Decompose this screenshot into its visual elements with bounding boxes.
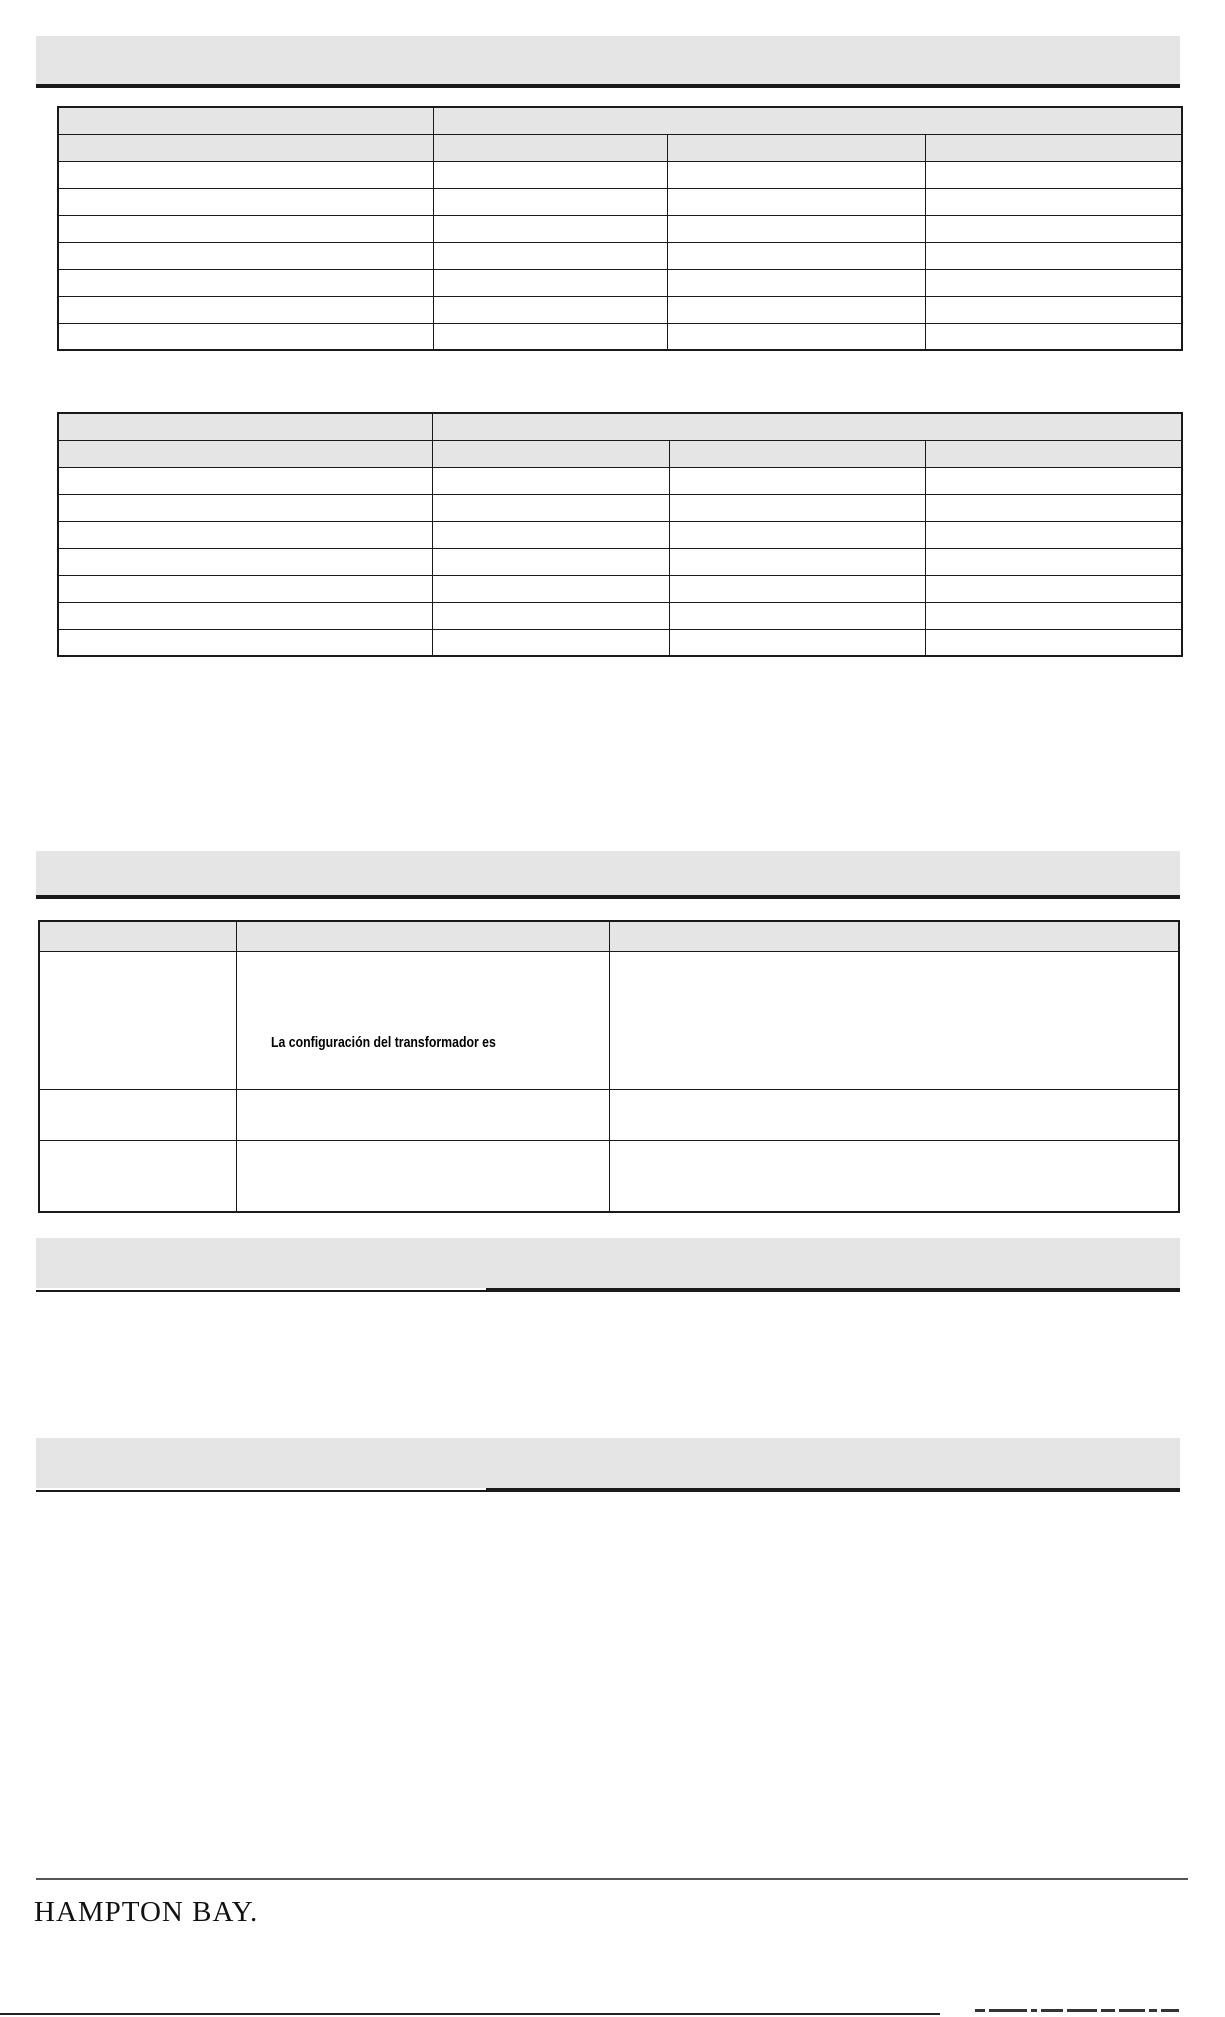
table-cell xyxy=(58,323,433,350)
table-cell xyxy=(667,215,925,242)
band-underline-right xyxy=(486,1288,1180,1292)
table-cell xyxy=(667,296,925,323)
table-cell xyxy=(669,440,925,467)
table-row xyxy=(58,107,1182,134)
table-cell xyxy=(432,413,1182,440)
table-cell xyxy=(667,269,925,296)
table-row xyxy=(58,215,1182,242)
table-cell xyxy=(236,1140,609,1212)
bottom-edge-marks xyxy=(975,2009,1225,2017)
spec-table-2 xyxy=(57,412,1183,657)
table-cell xyxy=(58,548,432,575)
table-cell xyxy=(925,575,1182,602)
table-cell xyxy=(432,548,669,575)
troubleshooting-table xyxy=(38,920,1180,1213)
table-cell xyxy=(925,548,1182,575)
table-cell xyxy=(609,1140,1179,1212)
table-cell xyxy=(433,296,667,323)
table-row xyxy=(58,629,1182,656)
table-cell xyxy=(669,629,925,656)
brand-logo: HAMPTON BAY. xyxy=(34,1896,259,1928)
cause-text: La configuración del transformador es xyxy=(270,1033,496,1051)
table-row xyxy=(58,161,1182,188)
table-cell xyxy=(433,161,667,188)
table-cell xyxy=(58,467,432,494)
table-cell xyxy=(925,161,1182,188)
table-row xyxy=(58,134,1182,161)
table-cell xyxy=(925,269,1182,296)
band-underline-right xyxy=(486,1488,1180,1492)
table-cell xyxy=(433,134,667,161)
section-header-band-2 xyxy=(36,851,1180,899)
table-row xyxy=(58,296,1182,323)
table-cell xyxy=(669,521,925,548)
table-cell xyxy=(39,1140,236,1212)
table-cell xyxy=(669,602,925,629)
table-row xyxy=(58,188,1182,215)
table-row xyxy=(58,269,1182,296)
table-cell xyxy=(667,161,925,188)
table-cell xyxy=(432,494,669,521)
table-cell xyxy=(236,921,609,951)
table-cell xyxy=(609,921,1179,951)
table-cell xyxy=(58,269,433,296)
table-row xyxy=(58,602,1182,629)
table-cell xyxy=(432,629,669,656)
table-row xyxy=(58,467,1182,494)
table-cell xyxy=(432,467,669,494)
table-row xyxy=(39,951,1179,1089)
table-cell xyxy=(58,107,433,134)
table-cell xyxy=(925,467,1182,494)
table-cell xyxy=(669,494,925,521)
table-cell xyxy=(669,575,925,602)
table-cell xyxy=(58,242,433,269)
table-cell xyxy=(925,494,1182,521)
bottom-edge-rule xyxy=(0,2013,940,2015)
table-cell xyxy=(58,161,433,188)
table-row xyxy=(58,413,1182,440)
table-cell xyxy=(925,188,1182,215)
table-cell xyxy=(432,440,669,467)
table-row xyxy=(58,575,1182,602)
table-cell xyxy=(58,629,432,656)
table-cell xyxy=(609,1089,1179,1140)
table-cell xyxy=(58,413,432,440)
footer-divider xyxy=(36,1878,1188,1880)
table-cell xyxy=(433,323,667,350)
table-cell xyxy=(925,296,1182,323)
table-row xyxy=(58,440,1182,467)
band-underline-left xyxy=(36,1290,486,1292)
table-row xyxy=(58,494,1182,521)
table-cell xyxy=(236,951,609,1089)
table-cell xyxy=(925,440,1182,467)
table-row xyxy=(58,242,1182,269)
table-row xyxy=(39,1140,1179,1212)
table-cell xyxy=(432,521,669,548)
table-cell xyxy=(667,242,925,269)
table-cell xyxy=(669,548,925,575)
table-cell xyxy=(433,215,667,242)
table-row xyxy=(58,521,1182,548)
table-cell xyxy=(433,242,667,269)
table-row xyxy=(58,548,1182,575)
table-cell xyxy=(39,921,236,951)
band-underline-left xyxy=(36,1490,486,1492)
table-cell xyxy=(667,134,925,161)
table-cell xyxy=(925,323,1182,350)
table-row xyxy=(39,921,1179,951)
table-cell xyxy=(925,629,1182,656)
table-cell xyxy=(432,602,669,629)
table-cell xyxy=(58,296,433,323)
table-cell xyxy=(58,440,432,467)
table-row xyxy=(39,1089,1179,1140)
table-cell xyxy=(925,134,1182,161)
table-cell xyxy=(433,107,1182,134)
table-cell xyxy=(925,602,1182,629)
spec-table-1 xyxy=(57,106,1183,351)
table-cell xyxy=(58,215,433,242)
table-cell xyxy=(667,323,925,350)
table-cell xyxy=(58,602,432,629)
table-cell xyxy=(39,951,236,1089)
section-header-band-3 xyxy=(36,1238,1180,1288)
table-cell xyxy=(609,951,1179,1089)
table-cell xyxy=(236,1089,609,1140)
table-cell xyxy=(669,467,925,494)
table-cell xyxy=(925,521,1182,548)
table-cell xyxy=(58,188,433,215)
table-cell xyxy=(58,134,433,161)
table-cell xyxy=(58,521,432,548)
table-row xyxy=(58,323,1182,350)
section-header-band-1 xyxy=(36,36,1180,88)
table-cell xyxy=(433,269,667,296)
table-cell xyxy=(925,215,1182,242)
table-cell xyxy=(58,494,432,521)
table-cell xyxy=(58,575,432,602)
table-cell xyxy=(432,575,669,602)
table-cell xyxy=(925,242,1182,269)
table-cell xyxy=(667,188,925,215)
table-cell xyxy=(39,1089,236,1140)
table-cell xyxy=(433,188,667,215)
section-header-band-4 xyxy=(36,1438,1180,1488)
